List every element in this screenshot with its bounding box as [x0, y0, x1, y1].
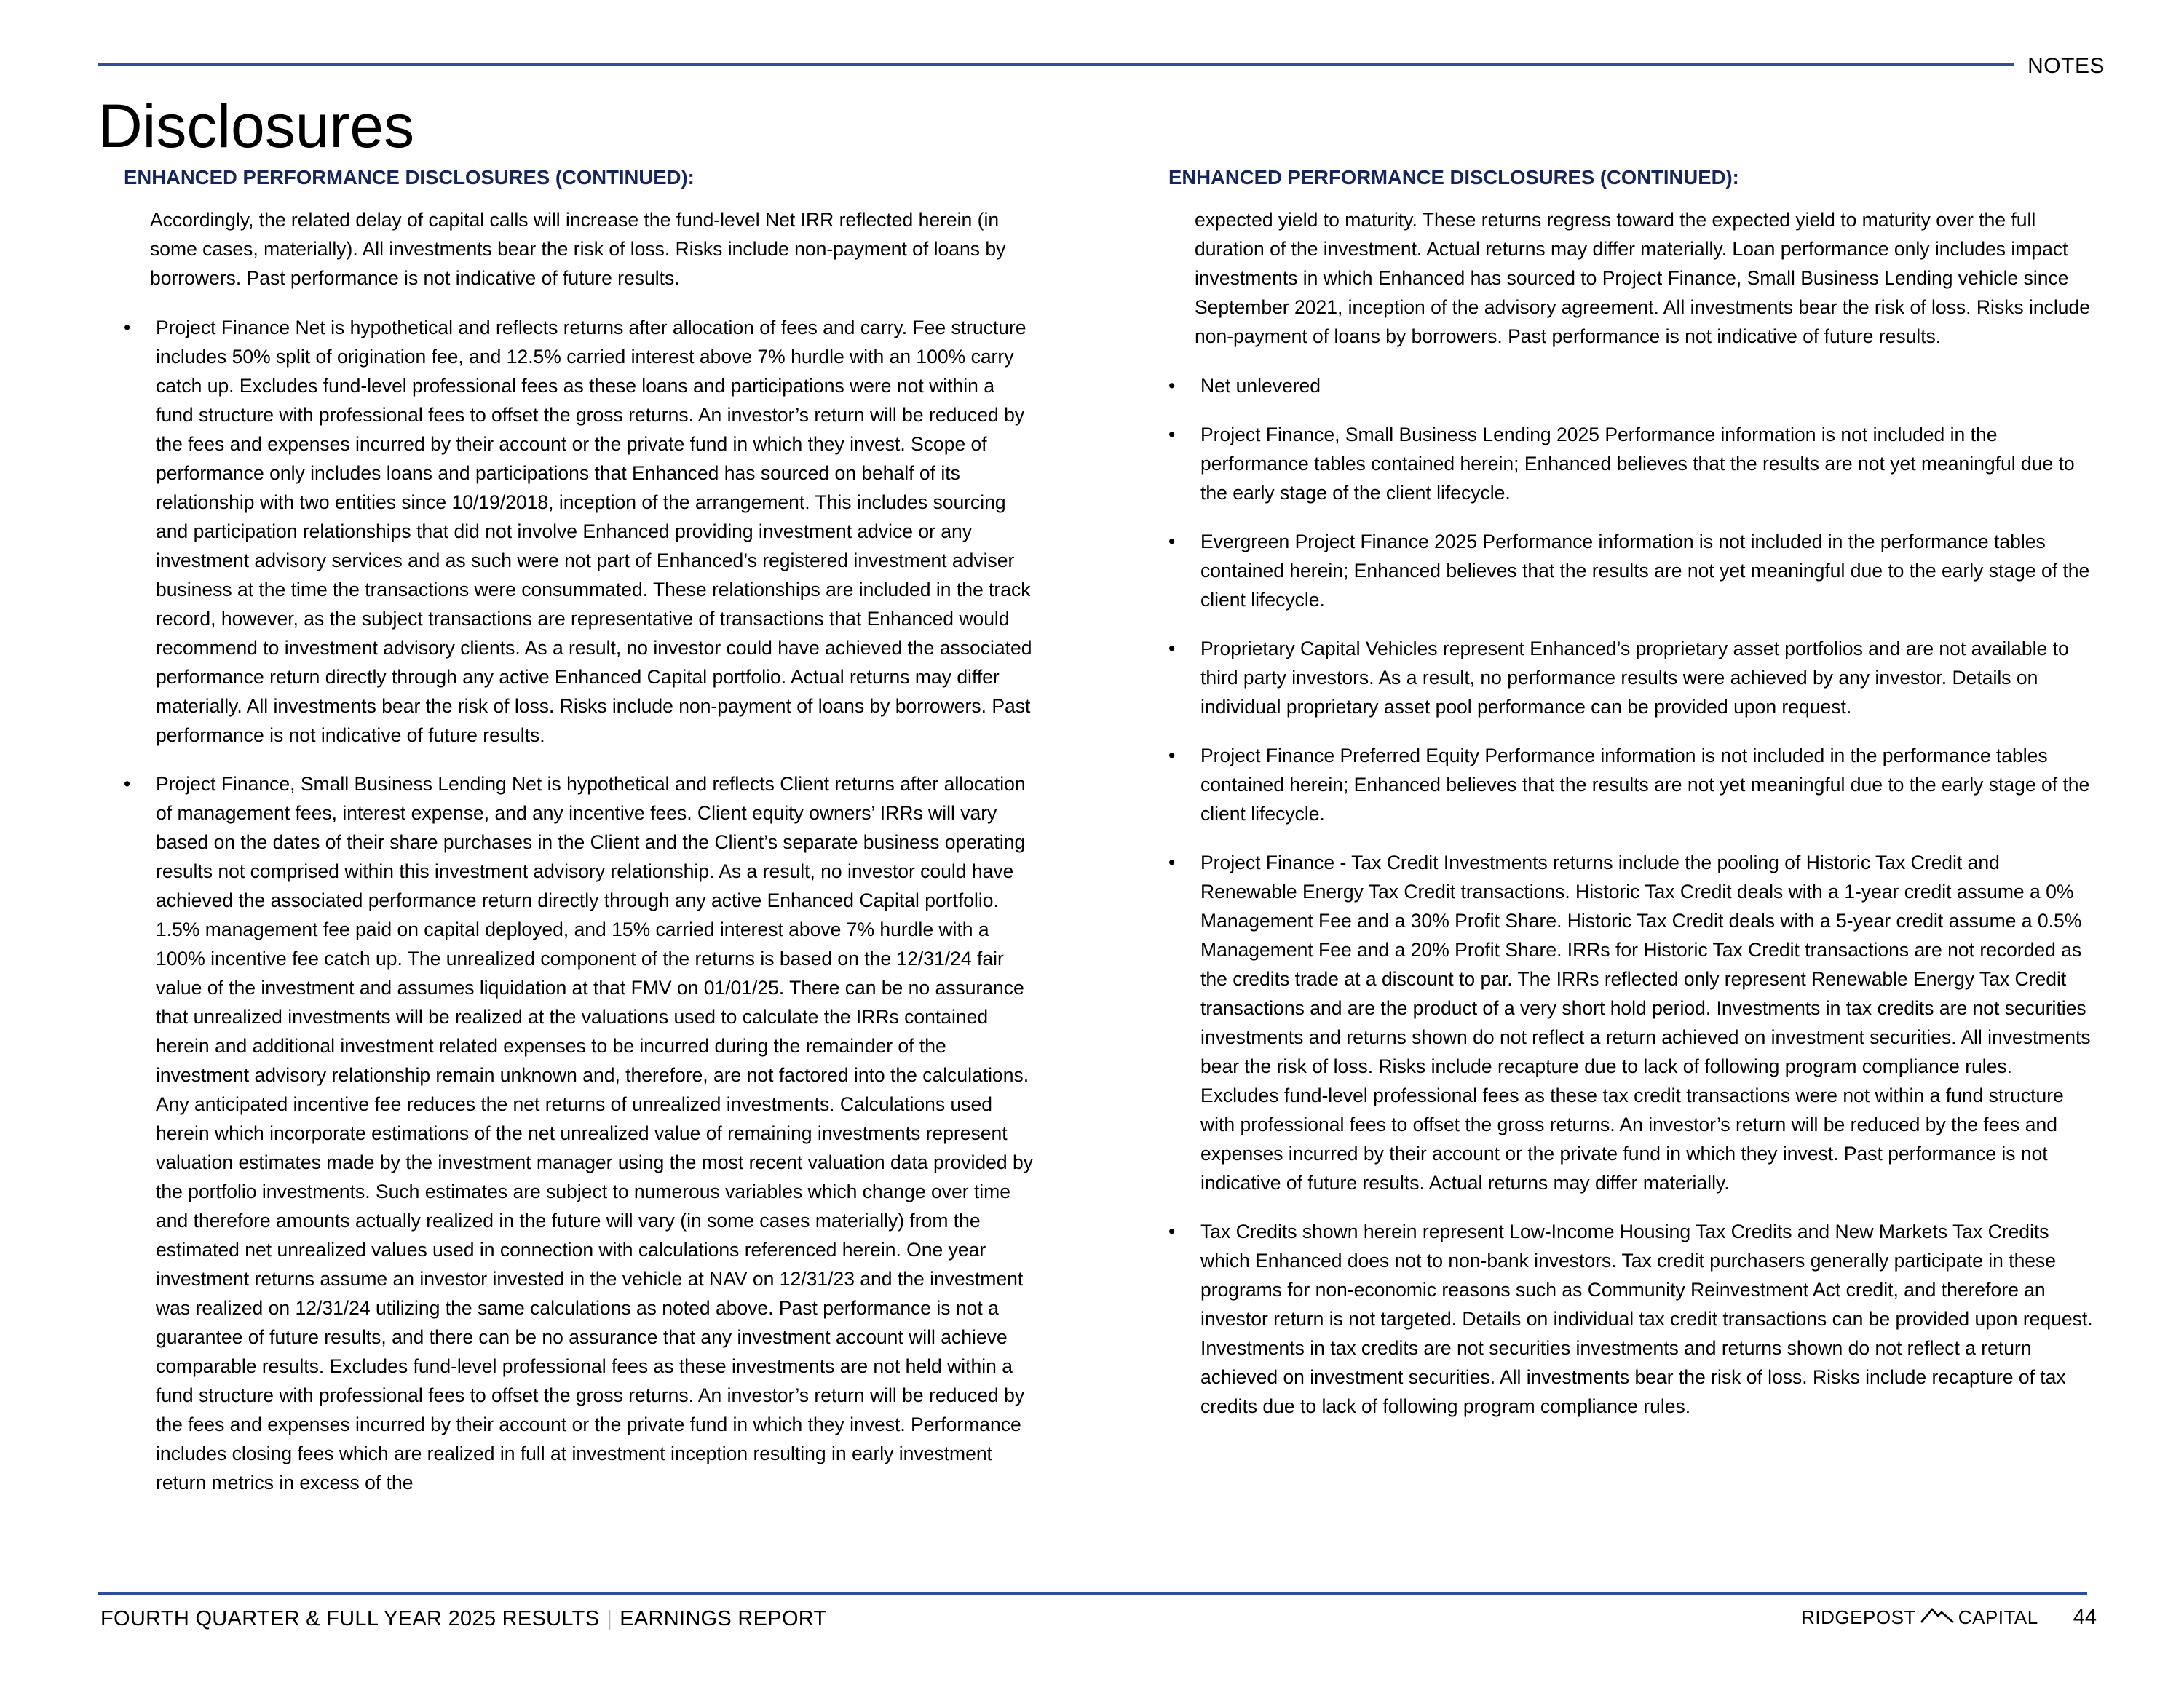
footer-branding	[1801, 1606, 2097, 1630]
intro-paragraph: expected yield to maturity. These returns regress toward the expected yield to maturity over the full duration of the investment. Actual returns may differ materially. Loan performance only includes impact investments in which Enhanced has sourced to Project Finance, Small Business Lending vehicle since September 2021, inception of the advisory agreement. All investments bear the risk of loss. Risks include non-payment of loans by borrowers. Past performance is not indicative of future results.	[1195, 209, 2090, 347]
list-item-text: Proprietary Capital Vehicles represent Enhanced’s proprietary asset portfolios and are not available to third party investors. As a result, no performance results were achieved by any investor. Details on individual proprietary asset pool performance can be provided upon request.	[1200, 638, 2069, 718]
list-item	[1168, 1217, 2093, 1421]
header-rule	[98, 63, 2014, 66]
list-item-text: Project Finance - Tax Credit Investments returns include the pooling of Historic Tax Credit and Renewable Energy Tax Credit transactions. Historic Tax Credit deals with a 1-year credit assume a 0% Management Fee and a 30% Profit Share. Historic Tax Credit deals with a 5-year credit assume a 0.5% Management Fee and a 20% Profit Share. IRRs for Historic Tax Credit transactions are not recorded as the credits trade at a discount to par. The IRRs reflected only represent Renewable Energy Tax Credit transactions and are the product of a very short hold period. Investments in tax credits are not securities investments and returns shown do not reflect a return achieved on investment securities. All investments bear the risk of loss. Risks include recapture due to lack of following program compliance rules. Excludes fund-level professional fees as these tax credit transactions were not within a fund structure with professional fees to offset the gross returns. An investor’s return will be reduced by the fees and expenses incurred by their account or the private fund in which they invest. Past performance is not indicative of future results. Actual returns may differ materially.	[1200, 852, 2091, 1194]
page-number: 44	[2073, 1606, 2097, 1629]
section-heading: ENHANCED PERFORMANCE DISCLOSURES (CONTINUED):	[124, 166, 695, 189]
logo-text-left: RIDGEPOST	[1801, 1606, 1916, 1628]
page-title: Disclosures	[98, 92, 415, 160]
list-item	[1168, 371, 2093, 400]
list-item-text: Project Finance, Small Business Lending Net is hypothetical and reflects Client returns after allocation of management fees, interest expense, and any incentive fees. Client equity owners’ IRRs will vary based on the dates of their share purchases in the Client and the Client’s separate business operating results not comprised within this investment advisory relationship. As a result, no investor could have achieved the associated performance return directly through any active Enhanced Capital portfolio. 1.5% management fee paid on capital deployed, and 15% carried interest above 7% hurdle with a 100% incentive fee catch up. The unrealized component of the returns is based on the 12/31/24 fair value of the investment and assumes liquidation at that FMV on 01/01/25. There can be no assurance that unrealized investments will be realized at the valuations used to calculate the IRRs contained herein and additional investment related expenses to be incurred during the remainder of the investment advisory relationship remain unknown and, therefore, are not factored into the calculations. Any anticipated incentive fee reduces the net returns of unrealized investments. Calculations used herein which incorporate estimations of the net unrealized value of remaining investments represent valuation estimates made by the investment manager using the most recent valuation data provided by the portfolio investments. Such estimates are subject to numerous variables which change over time and therefore amounts actually realized in the future will vary (in some cases materially) from the estimated net unrealized values used in connection with calculations referenced herein. One year investment returns assume an investor invested in the vehicle at NAV on 12/31/23 and the investment was realized on 12/31/24 utilizing the same calculations as noted above. Past performance is not a guarantee of future results, and there can be no assurance that any investment account will achieve comparable results. Excludes fund-level professional fees as these investments are not held within a fund structure with professional fees to offset the gross returns. An investor’s return will be reduced by the fees and expenses incurred by their account or the private fund in which they invest. Performance includes closing fees which are realized in full at investment inception resulting in early investment return metrics in excess of the	[156, 773, 1033, 1494]
report-type: EARNINGS REPORT	[620, 1607, 827, 1630]
list-item	[1168, 634, 2093, 721]
section-heading: ENHANCED PERFORMANCE DISCLOSURES (CONTINUED):	[1168, 166, 1739, 189]
list-item	[1168, 741, 2093, 828]
list-item-text: Tax Credits shown herein represent Low-Income Housing Tax Credits and New Markets Tax Credits which Enhanced does not to non-bank investors. Tax credit purchasers generally participate in these programs for non-economic reasons such as Community Reinvestment Act credit, and therefore an investor return is not targeted. Details on individual tax credit transactions can be provided upon request. Investments in tax credits are not securities investments and returns shown do not reflect a return achieved on investment securities. All investments bear the risk of loss. Risks include recapture of tax credits due to lack of following program compliance rules.	[1200, 1221, 2093, 1417]
bullet-icon: •	[1168, 745, 1176, 766]
list-item-text: Project Finance, Small Business Lending 2025 Performance information is not included in the performance tables contained herein; Enhanced believes that the results are not yet meaningful due to the early stage of the client lifecycle.	[1200, 424, 2075, 504]
notes-label: NOTES	[2027, 54, 2105, 78]
footer-rule	[98, 1592, 2087, 1595]
disclosure-list	[1168, 371, 2093, 1421]
bullet-icon: •	[1168, 852, 1176, 873]
list-item	[1168, 420, 2093, 507]
list-item-text: Net unlevered	[1200, 375, 1321, 397]
report-title: FOURTH QUARTER & FULL YEAR 2025 RESULTS	[100, 1607, 600, 1630]
footer-separator: |	[606, 1607, 613, 1630]
right-column	[1168, 163, 2093, 1440]
bullet-icon: •	[1168, 424, 1176, 445]
list-item-text: Project Finance Net is hypothetical and reflects returns after allocation of fees and carry. Fee structure includes 50% split of origination fee, and 12.5% carried interest above 7% hurdle with an 100% carry catch up. Excludes fund-level professional fees as these loans and participations were not within a fund structure with professional fees to offset the gross returns. An investor’s return will be reduced by the fees and expenses incurred by their account or the private fund in which they invest. Scope of performance only includes loans and participations that Enhanced has sourced on behalf of its relationship with two entities since 10/19/2018, inception of the arrangement. This includes sourcing and participation relationships that did not involve Enhanced providing investment advice or any investment advisory services and as such were not part of Enhanced’s registered investment adviser business at the time the transactions were consummated. These relationships are included in the track record, however, as the subject transactions are representative of transactions that Enhanced would recommend to investment advisory clients. As a result, no investor could have achieved the associated performance return directly through any active Enhanced Capital portfolio. Actual returns may differ materially. All investments bear the risk of loss. Risks include non-payment of loans by borrowers. Past performance is not indicative of future results.	[156, 317, 1032, 746]
list-item	[1168, 527, 2093, 614]
list-item	[1168, 848, 2093, 1197]
mountain-peak-icon	[1920, 1606, 1954, 1629]
left-column	[124, 163, 1034, 1517]
list-item-text: Project Finance Preferred Equity Performance information is not included in the performance tables contained herein; Enhanced believes that the results are not yet meaningful due to the early stage of the client lifecycle.	[1200, 745, 2090, 825]
bullet-icon: •	[124, 773, 131, 795]
bullet-icon: •	[1168, 531, 1176, 552]
bullet-icon: •	[1168, 375, 1176, 397]
footer-report-title	[100, 1604, 827, 1633]
logo-text-right: CAPITAL	[1958, 1606, 2038, 1628]
list-item	[124, 769, 1034, 1497]
bullet-icon: •	[1168, 1221, 1176, 1242]
bullet-icon: •	[1168, 638, 1176, 659]
company-logo	[1801, 1606, 2038, 1629]
disclosure-list	[124, 313, 1034, 1497]
intro-paragraph: Accordingly, the related delay of capital calls will increase the fund-level Net IRR reflected herein (in some cases, materially). All investments bear the risk of loss. Risks include non-payment of loans by borrowers. Past performance is not indicative of future results.	[150, 209, 1006, 289]
list-item	[124, 313, 1034, 750]
bullet-icon: •	[124, 317, 131, 338]
list-item-text: Evergreen Project Finance 2025 Performance information is not included in the performance tables contained herein; Enhanced believes that the results are not yet meaningful due to the early stage of the client lifecycle.	[1200, 531, 2090, 611]
